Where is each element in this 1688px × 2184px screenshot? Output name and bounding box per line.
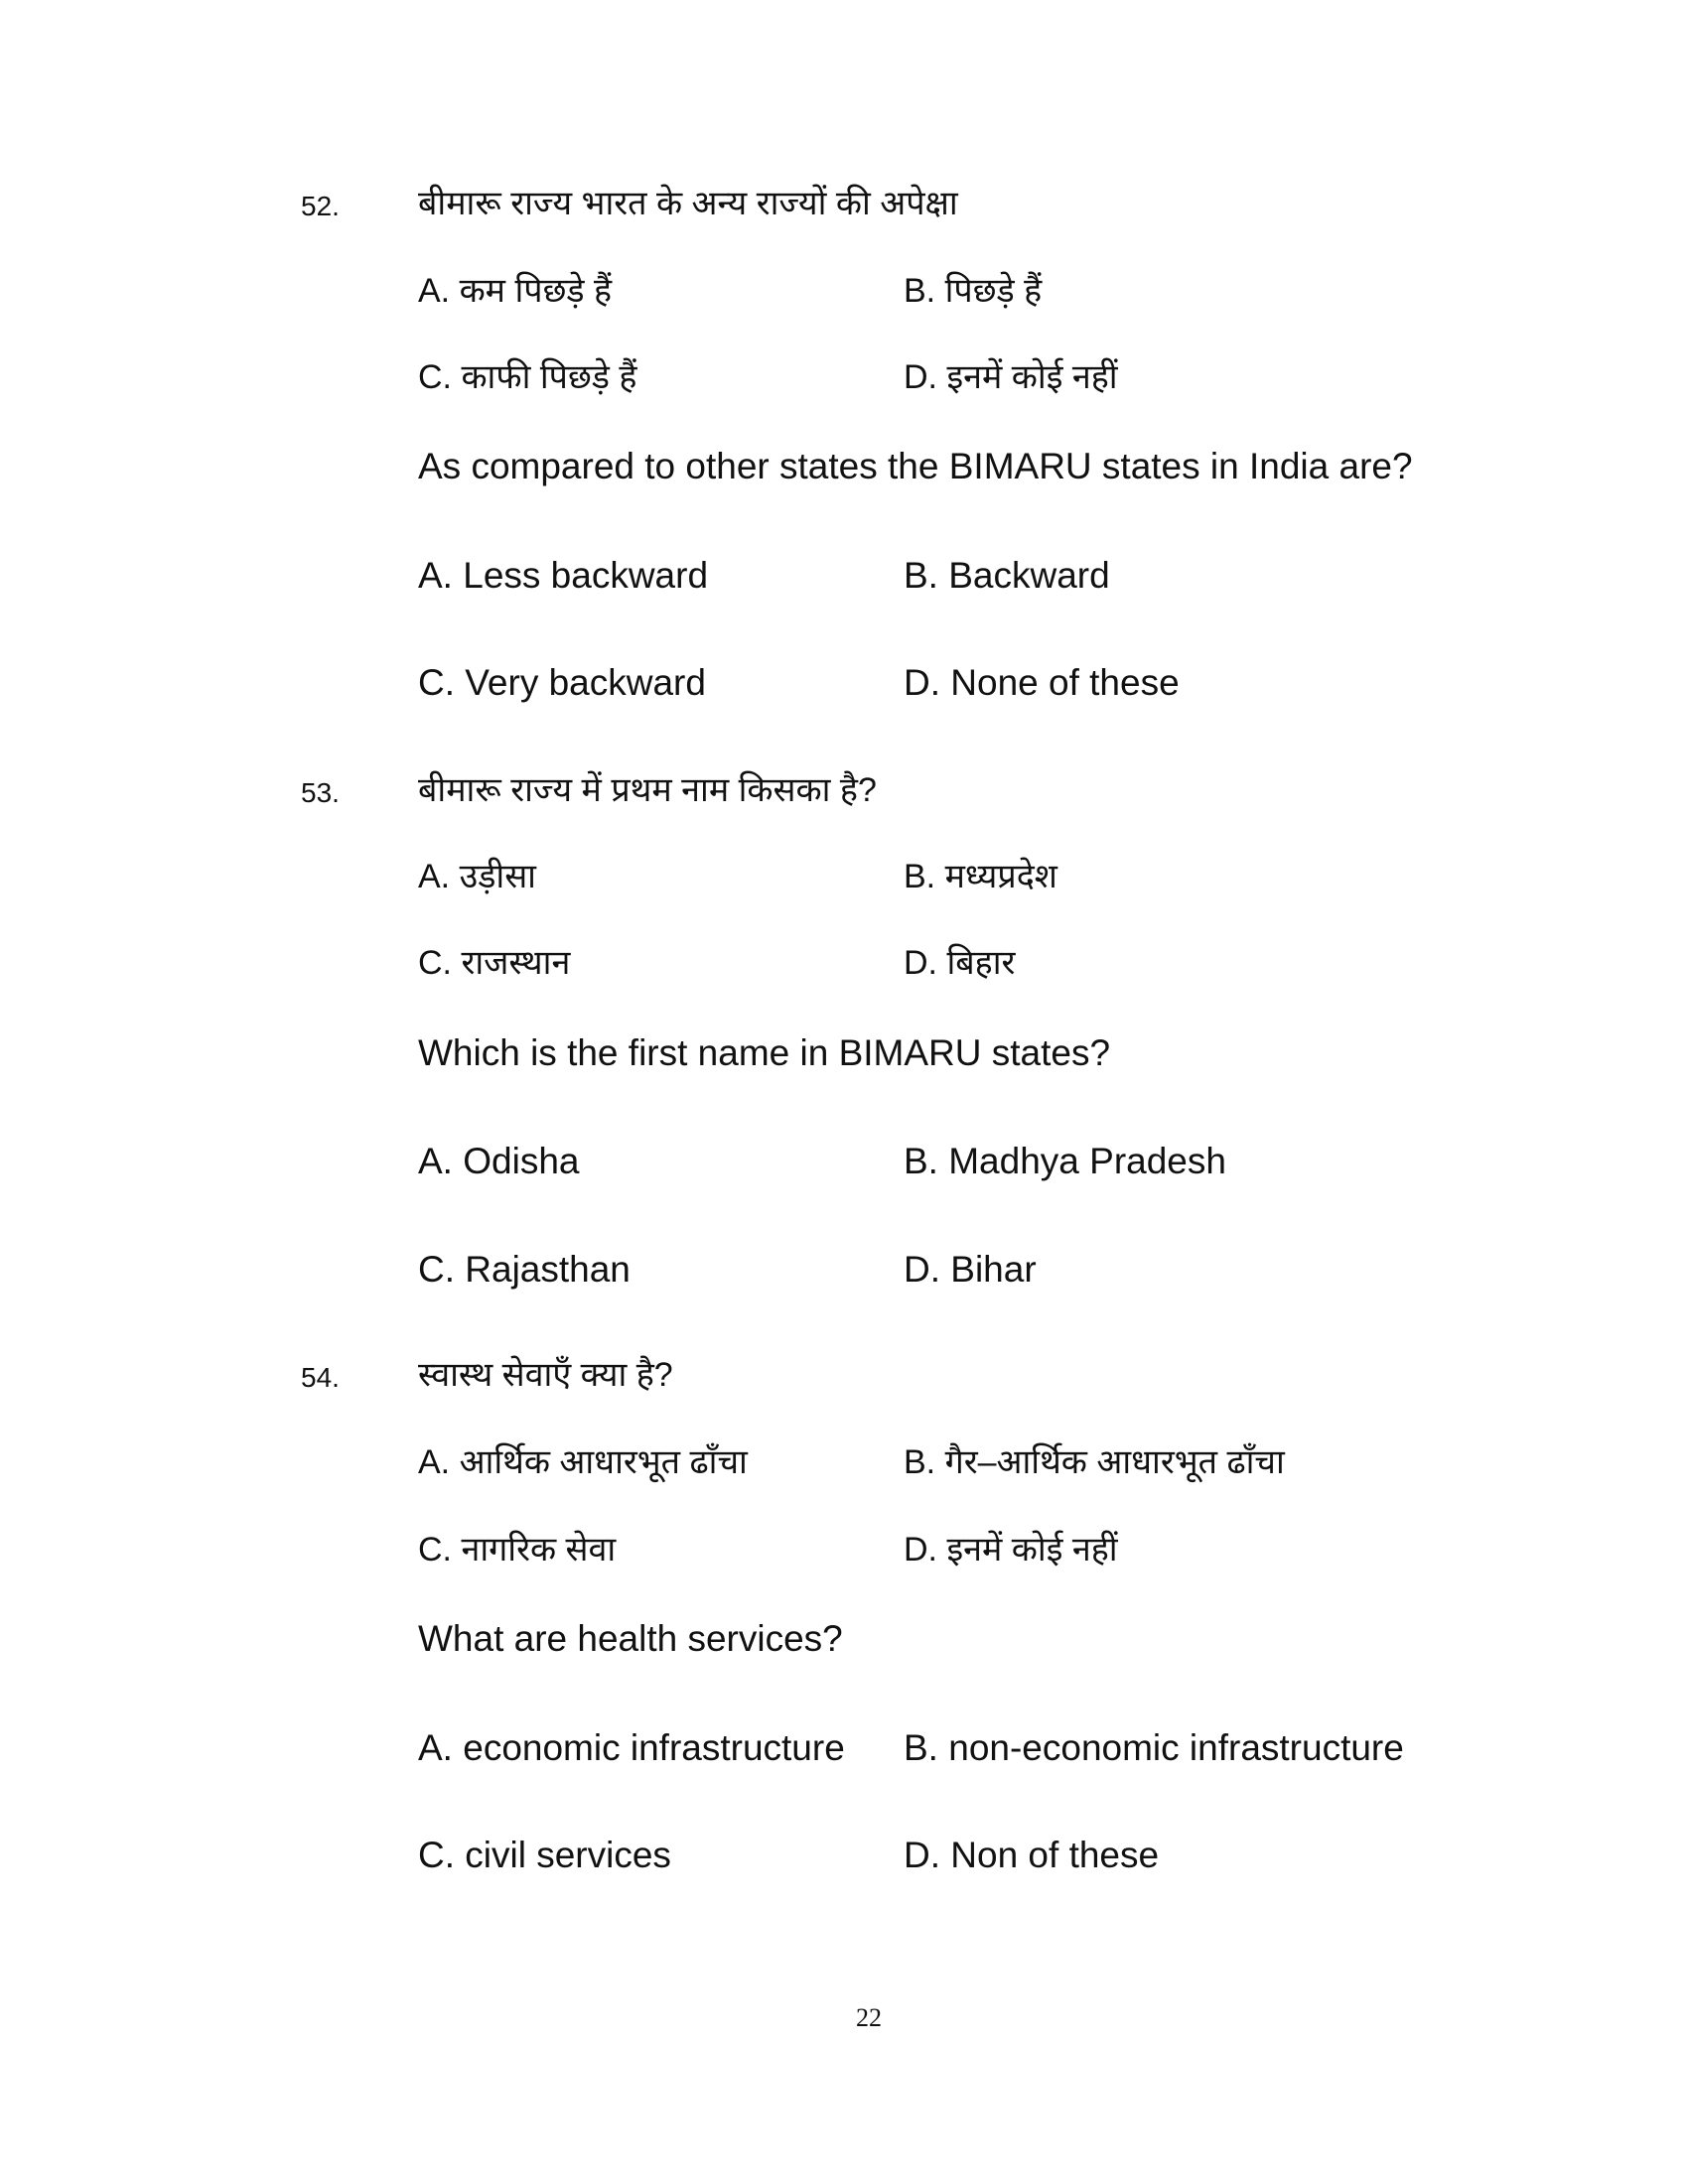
- question-number: 52.: [301, 191, 340, 221]
- question-text-hindi: बीमारू राज्य भारत के अन्य राज्यों की अपेक्षा: [418, 185, 958, 222]
- option-d-english: D. Non of these: [904, 1835, 1160, 1875]
- option-b-english: B. Madhya Pradesh: [904, 1141, 1226, 1181]
- option-b-hindi: B. पिछड़े हैं: [904, 272, 1043, 310]
- option-c-hindi: C. राजस्थान: [418, 944, 571, 982]
- option-c-english: C. civil services: [418, 1835, 671, 1875]
- question-text-english: Which is the first name in BIMARU states?: [418, 1032, 1111, 1073]
- option-d-hindi: D. बिहार: [904, 944, 1016, 982]
- option-d-english: D. Bihar: [904, 1249, 1037, 1290]
- option-b-english: B. non-economic infrastructure: [904, 1727, 1404, 1768]
- option-a-hindi: A. कम पिछड़े हैं: [418, 272, 613, 310]
- option-c-english: C. Very backward: [418, 662, 706, 703]
- option-c-hindi: C. नागरिक सेवा: [418, 1531, 617, 1569]
- question-number: 54.: [301, 1362, 340, 1393]
- option-d-hindi: D. इनमें कोई नहीं: [904, 358, 1118, 396]
- option-a-english: A. Odisha: [418, 1141, 580, 1181]
- option-a-english: A. economic infrastructure: [418, 1727, 845, 1768]
- question-text-hindi: स्वास्थ सेवाएँ क्या है?: [418, 1356, 673, 1394]
- option-a-hindi: A. आर्थिक आधारभूत ढाँचा: [418, 1443, 748, 1481]
- option-b-hindi: B. गैर–आर्थिक आधारभूत ढाँचा: [904, 1443, 1285, 1481]
- option-b-english: B. Backward: [904, 555, 1110, 596]
- question-text-hindi: बीमारू राज्य में प्रथम नाम किसका है?: [418, 771, 877, 809]
- option-a-hindi: A. उड़ीसा: [418, 858, 536, 895]
- option-b-hindi: B. मध्यप्रदेश: [904, 858, 1057, 895]
- option-d-english: D. None of these: [904, 662, 1180, 703]
- option-a-english: A. Less backward: [418, 555, 709, 596]
- option-d-hindi: D. इनमें कोई नहीं: [904, 1531, 1118, 1569]
- question-text-english: What are health services?: [418, 1618, 843, 1659]
- question-number: 53.: [301, 777, 340, 808]
- option-c-english: C. Rajasthan: [418, 1249, 631, 1290]
- option-c-hindi: C. काफी पिछड़े हैं: [418, 358, 637, 396]
- page-number: 22: [856, 2003, 882, 2032]
- question-text-english: As compared to other states the BIMARU states in India are?: [418, 446, 1413, 486]
